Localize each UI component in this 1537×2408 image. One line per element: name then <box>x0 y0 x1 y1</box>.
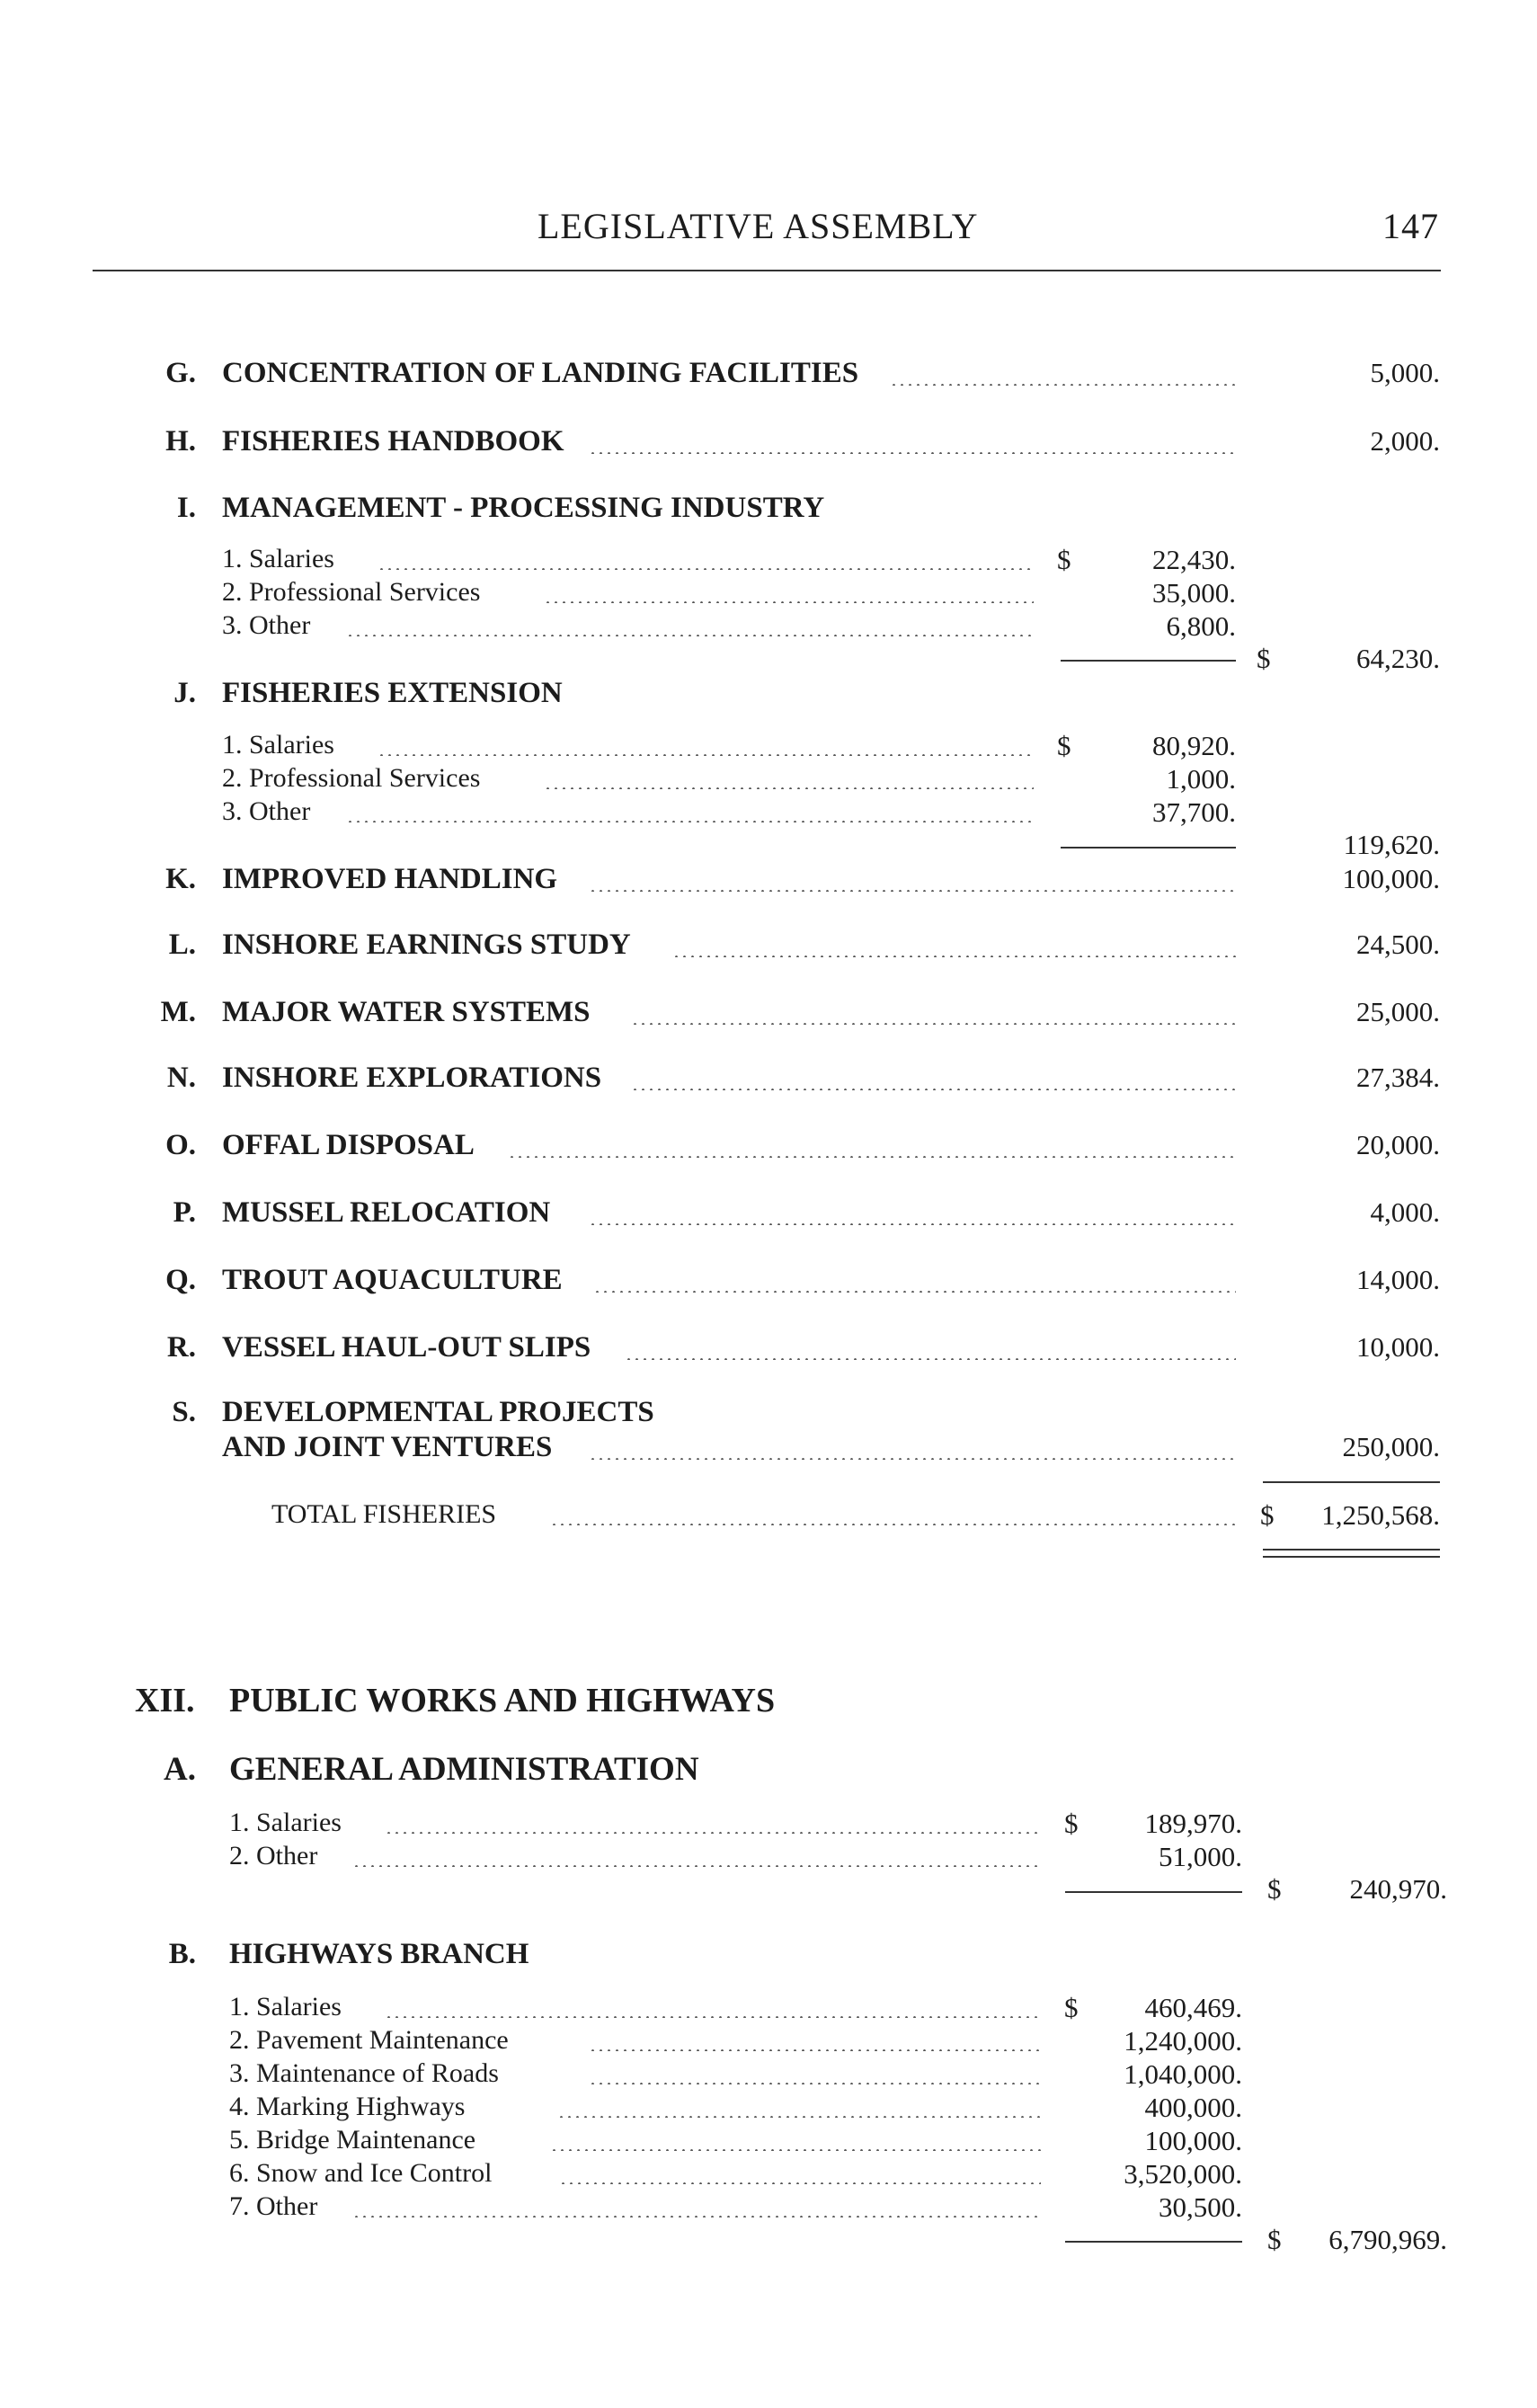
sub-item-amount: 37,700. <box>1152 796 1236 828</box>
item-amount: 10,000. <box>1356 1331 1440 1363</box>
item-title: FISHERIES EXTENSION <box>222 677 563 709</box>
item-title-line2: AND JOINT VENTURES <box>222 1431 553 1463</box>
sub-item-amount: 3,520,000. <box>1124 2158 1242 2190</box>
dot-leader <box>589 1223 1236 1225</box>
item-letter: H. <box>165 425 196 458</box>
dot-leader <box>589 890 1236 892</box>
dot-leader <box>589 1458 1236 1460</box>
item-title-line1: DEVELOPMENTAL PROJECTS <box>222 1396 654 1428</box>
sub-item-amount: 1,000. <box>1166 763 1236 795</box>
dollar-sign: $ <box>1064 1992 1079 2023</box>
total-amount: 1,250,568. <box>1321 1499 1440 1531</box>
item-title: CONCENTRATION OF LANDING FACILITIES <box>222 357 859 389</box>
dot-leader <box>346 635 1034 636</box>
item-title: OFFAL DISPOSAL <box>222 1129 475 1161</box>
sub-item-label: 2. Other <box>229 1841 318 1870</box>
sub-item-amount: 189,970. <box>1144 1808 1242 1839</box>
item-title: INSHORE EXPLORATIONS <box>222 1062 602 1094</box>
item-letter: O. <box>165 1129 196 1161</box>
item-letter: A. <box>164 1751 196 1788</box>
sub-item-label: 1. Salaries <box>222 544 334 573</box>
dot-leader <box>352 2216 1041 2217</box>
item-amount: 25,000. <box>1356 996 1440 1027</box>
dollar-sign: $ <box>1257 643 1271 674</box>
item-letter: B. <box>168 1938 196 1970</box>
sub-item-label: 1. Salaries <box>222 730 334 760</box>
item-total: 119,620. <box>1343 829 1440 860</box>
item-title: FISHERIES HANDBOOK <box>222 425 564 458</box>
dot-leader <box>631 1088 1236 1090</box>
item-letter: S. <box>172 1396 196 1428</box>
dot-leader <box>352 1865 1041 1867</box>
item-title: MANAGEMENT - PROCESSING INDUSTRY <box>222 492 825 524</box>
dot-leader <box>625 1358 1236 1360</box>
item-letter: G. <box>165 357 196 389</box>
sub-item-amount: 51,000. <box>1159 1841 1242 1872</box>
item-amount: 2,000. <box>1370 425 1440 457</box>
item-letter: L. <box>168 929 196 961</box>
subtotal-rule <box>1065 2241 1242 2243</box>
subtotal-rule <box>1061 847 1236 849</box>
item-title: MUSSEL RELOCATION <box>222 1196 551 1229</box>
sub-item-amount: 6,800. <box>1166 610 1236 642</box>
item-amount: 250,000. <box>1342 1431 1440 1462</box>
item-amount: 100,000. <box>1342 863 1440 894</box>
item-amount: 27,384. <box>1356 1062 1440 1093</box>
dot-leader <box>589 2083 1041 2084</box>
section-title: PUBLIC WORKS AND HIGHWAYS <box>229 1682 776 1719</box>
item-title: MAJOR WATER SYSTEMS <box>222 996 591 1028</box>
sub-item-label: 6. Snow and Ice Control <box>229 2158 493 2188</box>
sub-item-amount: 80,920. <box>1152 730 1236 761</box>
dot-leader <box>593 1291 1236 1293</box>
dot-leader <box>557 2116 1041 2118</box>
sub-item-label: 3. Maintenance of Roads <box>229 2058 499 2088</box>
sub-item-label: 2. Professional Services <box>222 577 481 607</box>
subtotal-rule <box>1061 660 1236 662</box>
item-total: 6,790,969. <box>1328 2224 1447 2255</box>
sub-item-amount: 460,469. <box>1144 1992 1242 2023</box>
dot-leader <box>378 754 1034 756</box>
item-letter: I. <box>176 492 196 524</box>
dot-leader <box>550 1524 1236 1525</box>
item-amount: 24,500. <box>1356 929 1440 960</box>
total-rule <box>1263 1481 1440 1483</box>
item-amount: 20,000. <box>1356 1129 1440 1160</box>
item-title: INSHORE EARNINGS STUDY <box>222 929 631 961</box>
sub-item-amount: 1,040,000. <box>1124 2058 1242 2090</box>
item-amount: 5,000. <box>1370 357 1440 388</box>
dot-leader <box>508 1156 1236 1158</box>
dot-leader <box>672 955 1236 957</box>
sub-item-amount: 400,000. <box>1144 2092 1242 2123</box>
header-rule <box>93 270 1441 271</box>
dollar-sign: $ <box>1064 1808 1079 1839</box>
item-total: 240,970. <box>1349 1873 1447 1905</box>
dollar-sign: $ <box>1267 1873 1282 1905</box>
item-amount: 14,000. <box>1356 1264 1440 1295</box>
item-letter: Q. <box>165 1264 196 1296</box>
sub-item-amount: 100,000. <box>1144 2125 1242 2156</box>
sub-item-amount: 30,500. <box>1159 2191 1242 2223</box>
item-title: TROUT AQUACULTURE <box>222 1264 563 1296</box>
dot-leader <box>890 384 1236 386</box>
item-letter: N. <box>166 1062 196 1094</box>
sub-item-label: 1. Salaries <box>229 1992 342 2021</box>
item-title: GENERAL ADMINISTRATION <box>229 1751 699 1788</box>
item-amount: 4,000. <box>1370 1196 1440 1228</box>
dot-leader <box>550 2149 1041 2151</box>
dot-leader <box>589 452 1236 454</box>
page-header-title: LEGISLATIVE ASSEMBLY <box>538 206 979 246</box>
sub-item-label: 4. Marking Highways <box>229 2092 466 2121</box>
section-numeral: XII. <box>135 1682 195 1719</box>
dot-leader <box>544 787 1034 789</box>
double-rule-top <box>1263 1549 1440 1551</box>
total-label: TOTAL FISHERIES <box>271 1499 497 1529</box>
sub-item-label: 5. Bridge Maintenance <box>229 2125 476 2155</box>
dot-leader <box>346 821 1034 822</box>
dot-leader <box>385 2016 1041 2018</box>
item-total: 64,230. <box>1356 643 1440 674</box>
dot-leader <box>385 1832 1041 1834</box>
dollar-sign: $ <box>1260 1499 1275 1531</box>
item-letter: J. <box>173 677 196 709</box>
sub-item-label: 2. Professional Services <box>222 763 481 793</box>
dollar-sign: $ <box>1267 2224 1282 2255</box>
dot-leader <box>559 2182 1041 2184</box>
dot-leader <box>631 1023 1236 1025</box>
sub-item-amount: 22,430. <box>1152 544 1236 575</box>
page-number: 147 <box>1382 206 1439 246</box>
sub-item-label: 3. Other <box>222 796 311 826</box>
sub-item-amount: 1,240,000. <box>1124 2025 1242 2057</box>
dot-leader <box>589 2049 1041 2051</box>
sub-item-label: 1. Salaries <box>229 1808 342 1837</box>
sub-item-label: 7. Other <box>229 2191 318 2221</box>
item-letter: M. <box>160 996 196 1028</box>
item-title: VESSEL HAUL-OUT SLIPS <box>222 1331 591 1364</box>
item-letter: P. <box>173 1196 196 1229</box>
item-letter: R. <box>166 1331 196 1364</box>
double-rule-bottom <box>1263 1556 1440 1558</box>
subtotal-rule <box>1065 1891 1242 1893</box>
sub-item-label: 2. Pavement Maintenance <box>229 2025 509 2055</box>
item-letter: K. <box>165 863 196 895</box>
item-title: IMPROVED HANDLING <box>222 863 558 895</box>
sub-item-amount: 35,000. <box>1152 577 1236 609</box>
dot-leader <box>544 601 1034 603</box>
dollar-sign: $ <box>1057 544 1071 575</box>
sub-item-label: 3. Other <box>222 610 311 640</box>
dollar-sign: $ <box>1057 730 1071 761</box>
dot-leader <box>378 568 1034 570</box>
item-title: HIGHWAYS BRANCH <box>229 1938 529 1970</box>
